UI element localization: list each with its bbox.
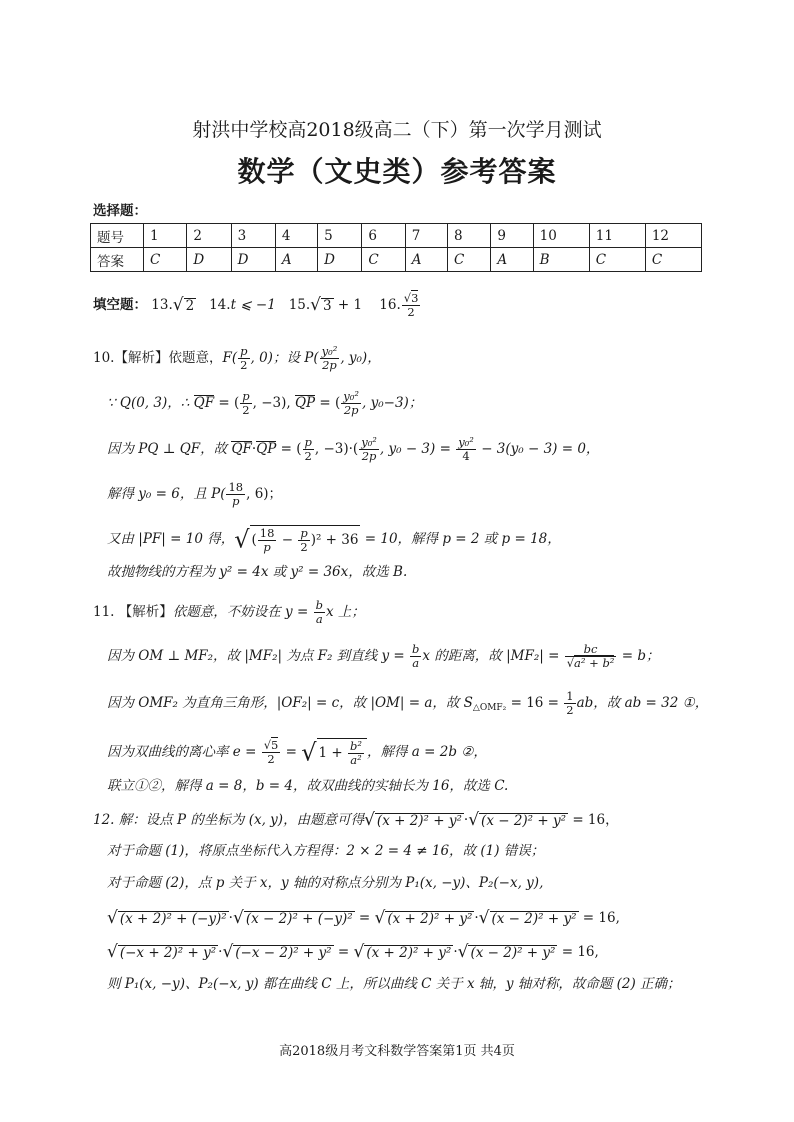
- page-footer: 高2018级月考文科数学答案第1页 共4页: [279, 1044, 515, 1059]
- fraction: $\frac{p}{2}$: [304, 435, 312, 464]
- answer-cell: D: [187, 248, 231, 272]
- fill-blank-answers: 填空题： 13.√ 2 14.t ⩽ −1 15.√ 3 + 1 16. $\frac{√3}{2}$: [93, 291, 419, 320]
- answer-cell: A: [405, 248, 447, 272]
- q15-answer: √ 3: [310, 295, 332, 316]
- fraction: $\frac{√5}{2}$: [263, 738, 279, 767]
- solution-12-line-3: 对于命题 (2)，点 p 关于 x，y 轴的对称点分别为 P₁(x, −y)、P₂(−x, y),: [107, 875, 544, 891]
- radical-expression: √ 1 + $\frac{\text{b²}}{\text{a²}}$: [301, 738, 367, 767]
- answer-cell: B: [533, 248, 589, 272]
- q15-number: 15.: [288, 297, 311, 314]
- solution-11-line-4: 因为双曲线的离心率 e = $\frac{√5}{2}$ = √ 1 + $\frac{\text{b²}}{\text{a²}}$ ，解得 a = 2b ②，: [107, 738, 487, 768]
- question-number: 7: [405, 224, 447, 248]
- solution-12-line-6: 则 P₁(x, −y)、P₂(−x, y) 都在曲线 C 上，所以曲线 C 关于 x 轴，y 轴对称，故命题 (2) 正确；: [107, 976, 681, 992]
- fraction: $\frac{18}{p}$: [228, 480, 244, 509]
- choice-answer-table: [90, 223, 702, 272]
- solution-12-line-1: 12. 解：设点 P 的坐标为 (x, y)，由题意可得√ (x + 2)² + y² ·√ (x − 2)² + y² = 16，: [93, 810, 619, 830]
- solution-11-line-1: 11. 【解析】依题意，不妨设在 y = $\frac{b}{a}$ x 上；: [93, 598, 365, 627]
- answer-cell: C: [448, 248, 491, 272]
- question-number: 3: [231, 224, 275, 248]
- question-number: 11: [589, 224, 645, 248]
- fraction: $\frac{p}{2}$: [242, 389, 250, 418]
- fraction: $\frac{b}{a}$: [412, 642, 420, 671]
- solution-11-line-3: 因为 OMF₂ 为直角三角形，|OF₂| = c，故 |OM| = a，故 $S_{\triangle OMF_2} = 16$ = $\frac{1}{2}$ ab，故 ab = 32 ①，: [107, 689, 709, 718]
- question-number-row: [91, 224, 702, 248]
- answer-cell: C: [144, 248, 187, 272]
- answer-header: 答案: [91, 248, 144, 272]
- solution-10-line-1: 10.【解析】依题意，F( $\frac{p}{2}$ , 0)；设 P( $\frac{\text{y₀²}}{2p}$ , y₀)，: [93, 344, 381, 373]
- solution-12-line-5: √ (−x + 2)² + y² ·√ (−x − 2)² + y² = √ (x + 2)² + y² ·√ (x − 2)² + y² = 16,: [107, 942, 599, 962]
- solution-10-line-3: 因为 PQ ⊥ QF，故 QF·QP = ( $\frac{p}{2}$ , −3)·( $\frac{\text{y₀²}}{2p}$ , y₀ − 3) = $\frac{\text{y₀²}}{4}$ − 3(y₀ − 3) = 0，: [107, 435, 600, 464]
- q16-number: 16.: [379, 297, 401, 314]
- answer-cell: C: [362, 248, 405, 272]
- question-number: 1: [144, 224, 187, 248]
- solution-11-heading: 11. 【解析】: [93, 604, 173, 621]
- solution-10-line-2: ∵ Q(0, 3)，∴ QF = ( $\frac{p}{2}$ , −3), QP = ( $\frac{\text{y₀²}}{2p}$ , y₀−3)；: [107, 389, 423, 418]
- q14-answer: t ⩽ −1: [230, 297, 276, 314]
- answer-row: [91, 248, 702, 272]
- exam-title: 射洪中学校高2018级高二（下）第一次学月测试: [192, 119, 602, 141]
- question-number: 8: [448, 224, 491, 248]
- fraction: $\frac{\text{y₀²}}{2p}$: [361, 435, 377, 464]
- answer-cell: C: [645, 248, 701, 272]
- answer-cell: A: [275, 248, 317, 272]
- radical-expression: √ ( $\frac{18}{p}$ − $\frac{p}{2}$ )² + 36: [234, 525, 359, 555]
- question-number-header: 题号: [91, 224, 144, 248]
- solution-12-line-2: 对于命题 (1)，将原点坐标代入方程得：2 × 2 = 4 ≠ 16，故 (1) 错误；: [107, 843, 545, 859]
- fraction: $\frac{b}{a}$: [315, 598, 323, 627]
- question-number: 5: [318, 224, 362, 248]
- answer-cell: D: [318, 248, 362, 272]
- solution-10-line-5: 又由 |PF| = 10 得，√ ( $\frac{18}{p}$ − $\frac{p}{2}$ )² + 36 = 10，解得 p = 2 或 p = 18，: [107, 525, 561, 555]
- question-number: 10: [533, 224, 589, 248]
- answer-cell: A: [491, 248, 533, 272]
- fill-section-label: 填空题：: [93, 297, 147, 314]
- fraction: $\frac{\text{y₀²}}{2p}$: [343, 389, 360, 418]
- q16-answer: $\frac{√3}{2}$: [403, 291, 419, 320]
- solution-11-line-5: 联立①②，解得 a = 8，b = 4，故双曲线的实轴长为 16，故选 C.: [107, 778, 509, 794]
- answer-cell: C: [589, 248, 645, 272]
- fraction: $\frac{1}{2}$: [566, 689, 574, 718]
- solution-10-line-6: 故抛物线的方程为 y² = 4x 或 y² = 36x，故选 B.: [107, 564, 408, 580]
- fraction: $\frac{bc}{\text{√a² + b²}}$: [566, 642, 615, 671]
- question-number: 4: [275, 224, 317, 248]
- q14-number: 14.: [209, 297, 231, 314]
- solution-10-line-4: 解得 y₀ = 6，且 P( $\frac{18}{p}$ , 6)；: [107, 480, 283, 509]
- solution-11-line-2: 因为 OM ⊥ MF₂，故 |MF₂| 为点 F₂ 到直线 y = $\frac{b}{a}$ x 的距离，故 |MF₂| = $\frac{bc}{\text{√a² + b²}}$ = b；: [107, 642, 660, 671]
- answer-cell: D: [231, 248, 275, 272]
- solution-10-heading: 10.【解析】: [93, 350, 169, 367]
- fraction: $\frac{p}{2}$: [240, 344, 248, 373]
- fraction: $\frac{\text{y₀²}}{4}$: [458, 435, 474, 464]
- vector-qf: QF: [193, 395, 215, 412]
- question-number: 9: [491, 224, 533, 248]
- question-number: 2: [187, 224, 231, 248]
- q13-number: 13.: [151, 297, 173, 314]
- question-number: 12: [645, 224, 701, 248]
- q13-answer: √ 2: [172, 295, 195, 316]
- choice-section-label: 选择题：: [93, 203, 147, 219]
- fraction: $\frac{\text{y₀²}}{2p}$: [321, 344, 338, 373]
- vector-qp: QP: [294, 395, 316, 412]
- solution-12-line-4: √ (x + 2)² + (−y)² ·√ (x − 2)² + (−y)² = √ (x + 2)² + y² ·√ (x − 2)² + y² = 16,: [107, 908, 620, 928]
- question-number: 6: [362, 224, 405, 248]
- answer-key-title: 数学（文史类）参考答案: [237, 155, 557, 188]
